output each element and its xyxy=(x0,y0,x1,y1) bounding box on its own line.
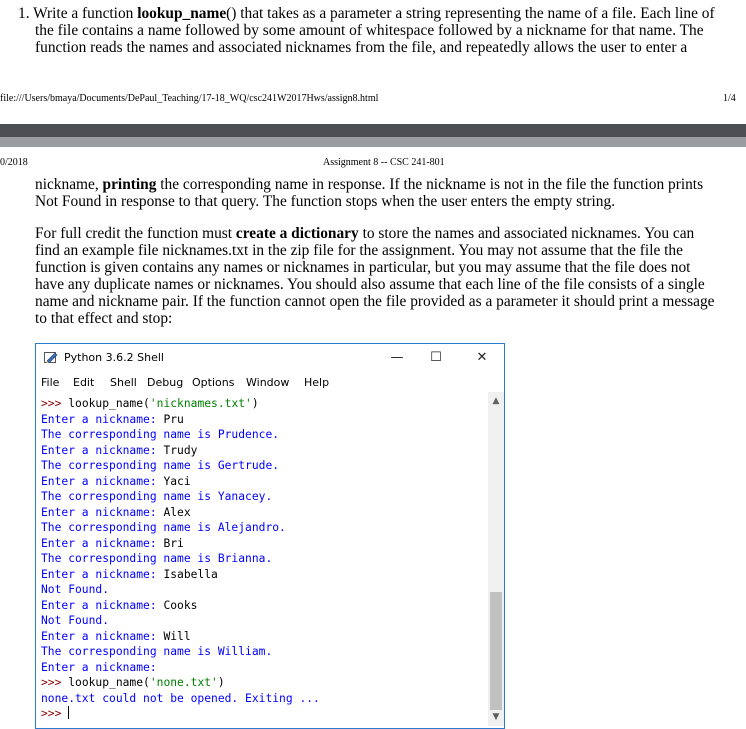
shell-line xyxy=(41,536,184,552)
shell-line xyxy=(41,489,272,505)
shell-line xyxy=(41,598,197,614)
shell-stdout: Enter a nickname: xyxy=(41,598,164,612)
shell-user-input: Cooks xyxy=(163,598,198,612)
shell-line xyxy=(41,458,279,474)
shell-stdout: Enter a nickname: xyxy=(41,629,164,643)
shell-line xyxy=(41,644,272,660)
shell-line xyxy=(41,505,191,521)
para3-line4: have any duplicate names or nicknames. You should also assume that each line of the file consists of a single xyxy=(35,276,705,293)
para3-line5: name and nickname pair. If the function cannot open the file provided as a parameter it should print a message xyxy=(35,293,715,310)
header-date: 0/2018 xyxy=(0,157,28,168)
para3-line3: function is given contains any names or nicknames in particular, but you may assume that the file does not xyxy=(35,259,691,276)
shell-line xyxy=(41,691,320,707)
scroll-down-icon[interactable]: ▼ xyxy=(492,712,500,722)
shell-line xyxy=(41,396,259,412)
shell-string-literal: 'nicknames.txt' xyxy=(149,397,252,410)
window-title: Python 3.6.2 Shell xyxy=(64,351,164,364)
shell-string-literal: 'none.txt' xyxy=(149,676,218,689)
text-cursor xyxy=(68,706,69,719)
para1-line3: function reads the names and associated nicknames from the file, and repeatedly allows the user to enter a xyxy=(35,39,688,56)
shell-line xyxy=(41,660,163,676)
menu-edit[interactable]: Edit xyxy=(73,376,95,389)
python-shell-window xyxy=(35,343,505,729)
shell-code: lookup_name( xyxy=(68,397,150,410)
shell-stdout: none.txt could not be opened. Exiting ... xyxy=(41,691,320,705)
shell-prompt: >>> xyxy=(41,397,69,410)
para2-line1: nickname, printing the corresponding name in response. If the nickname is not in the file the function prints xyxy=(35,176,704,193)
python-idle-icon xyxy=(44,351,58,364)
header-title: Assignment 8 -- CSC 241-801 xyxy=(323,157,445,168)
shell-line xyxy=(41,629,191,645)
shell-line xyxy=(41,520,286,536)
page-break-bar xyxy=(0,124,746,137)
shell-stdout: Enter a nickname: xyxy=(41,536,164,550)
shell-stdout: Not Found. xyxy=(41,614,110,627)
shell-line xyxy=(41,474,191,490)
shell-user-input: Alex xyxy=(163,505,191,519)
menu-bar xyxy=(36,374,504,392)
shell-stdout: The corresponding name is Yanacey. xyxy=(41,490,273,503)
shell-line xyxy=(41,427,279,443)
menu-file[interactable]: File xyxy=(41,376,60,389)
shell-line xyxy=(41,551,272,567)
menu-debug[interactable]: Debug xyxy=(147,376,184,389)
menu-shell[interactable]: Shell xyxy=(110,376,137,389)
close-icon[interactable]: ✕ xyxy=(476,350,488,365)
shell-user-input: Will xyxy=(163,629,191,643)
shell-line xyxy=(41,412,184,428)
para3-line1: For full credit the function must create a dictionary to store the names and associated nicknames. You can xyxy=(35,225,695,242)
shell-stdout: The corresponding name is Alejandro. xyxy=(41,521,286,534)
shell-code: ) xyxy=(217,676,225,689)
shell-line xyxy=(41,443,197,459)
shell-line xyxy=(41,675,225,691)
shell-prompt: >>> xyxy=(41,676,69,689)
shell-stdout: Enter a nickname: xyxy=(41,660,164,674)
shell-code: lookup_name( xyxy=(68,676,150,689)
shell-stdout: Enter a nickname: xyxy=(41,412,164,426)
shell-line xyxy=(41,582,109,598)
shell-line xyxy=(41,567,218,583)
para3-line6: to that effect and stop: xyxy=(35,310,173,327)
footer-path: file:///Users/bmaya/Documents/DePaul_Teaching/17-18_WQ/csc241W2017Hws/assign8.html xyxy=(0,93,379,104)
shell-user-input: Pru xyxy=(163,412,184,426)
shell-stdout: The corresponding name is Gertrude. xyxy=(41,459,280,472)
shell-line xyxy=(41,613,109,629)
shell-stdout: The corresponding name is Brianna. xyxy=(41,552,273,565)
shell-user-input: Trudy xyxy=(163,443,198,457)
shell-stdout: Enter a nickname: xyxy=(41,567,164,581)
footer-page: 1/4 xyxy=(723,93,736,104)
shell-stdout: Enter a nickname: xyxy=(41,474,164,488)
shell-prompt: >>> xyxy=(41,707,69,720)
menu-help[interactable]: Help xyxy=(304,376,330,389)
shell-user-input: Bri xyxy=(163,536,184,550)
shell-user-input: Yaci xyxy=(163,474,191,488)
shell-code: ) xyxy=(251,397,259,410)
shell-stdout: The corresponding name is William. xyxy=(41,645,273,658)
para3-line2: find an example file nicknames.txt in the zip file for the assignment. You may not assume that the file the xyxy=(35,242,683,259)
shell-output[interactable] xyxy=(41,396,486,726)
para1-line2: the file contains a name followed by some amount of whitespace followed by a nickname for that name. The xyxy=(35,22,704,39)
shell-stdout: The corresponding name is Prudence. xyxy=(41,428,280,441)
shell-stdout: Not Found. xyxy=(41,583,110,596)
scrollbar-thumb[interactable] xyxy=(490,592,502,710)
para2-line2: Not Found in response to that query. The function stops when the user enters the empty string. xyxy=(35,193,616,210)
shell-line xyxy=(41,706,69,722)
scroll-up-icon[interactable]: ▲ xyxy=(492,396,500,406)
menu-options[interactable]: Options xyxy=(192,376,235,389)
shell-stdout: Enter a nickname: xyxy=(41,443,164,457)
shell-user-input: Isabella xyxy=(163,567,218,581)
title-bar[interactable] xyxy=(36,344,504,372)
page-break-bar-shadow xyxy=(0,137,746,147)
para1-line1: 1. Write a function lookup_name() that takes as a parameter a string representing the name of a file. Each line of xyxy=(18,5,715,22)
maximize-icon[interactable]: ☐ xyxy=(430,350,442,365)
minimize-icon[interactable]: — xyxy=(390,350,404,365)
shell-stdout: Enter a nickname: xyxy=(41,505,164,519)
menu-window[interactable]: Window xyxy=(246,376,290,389)
